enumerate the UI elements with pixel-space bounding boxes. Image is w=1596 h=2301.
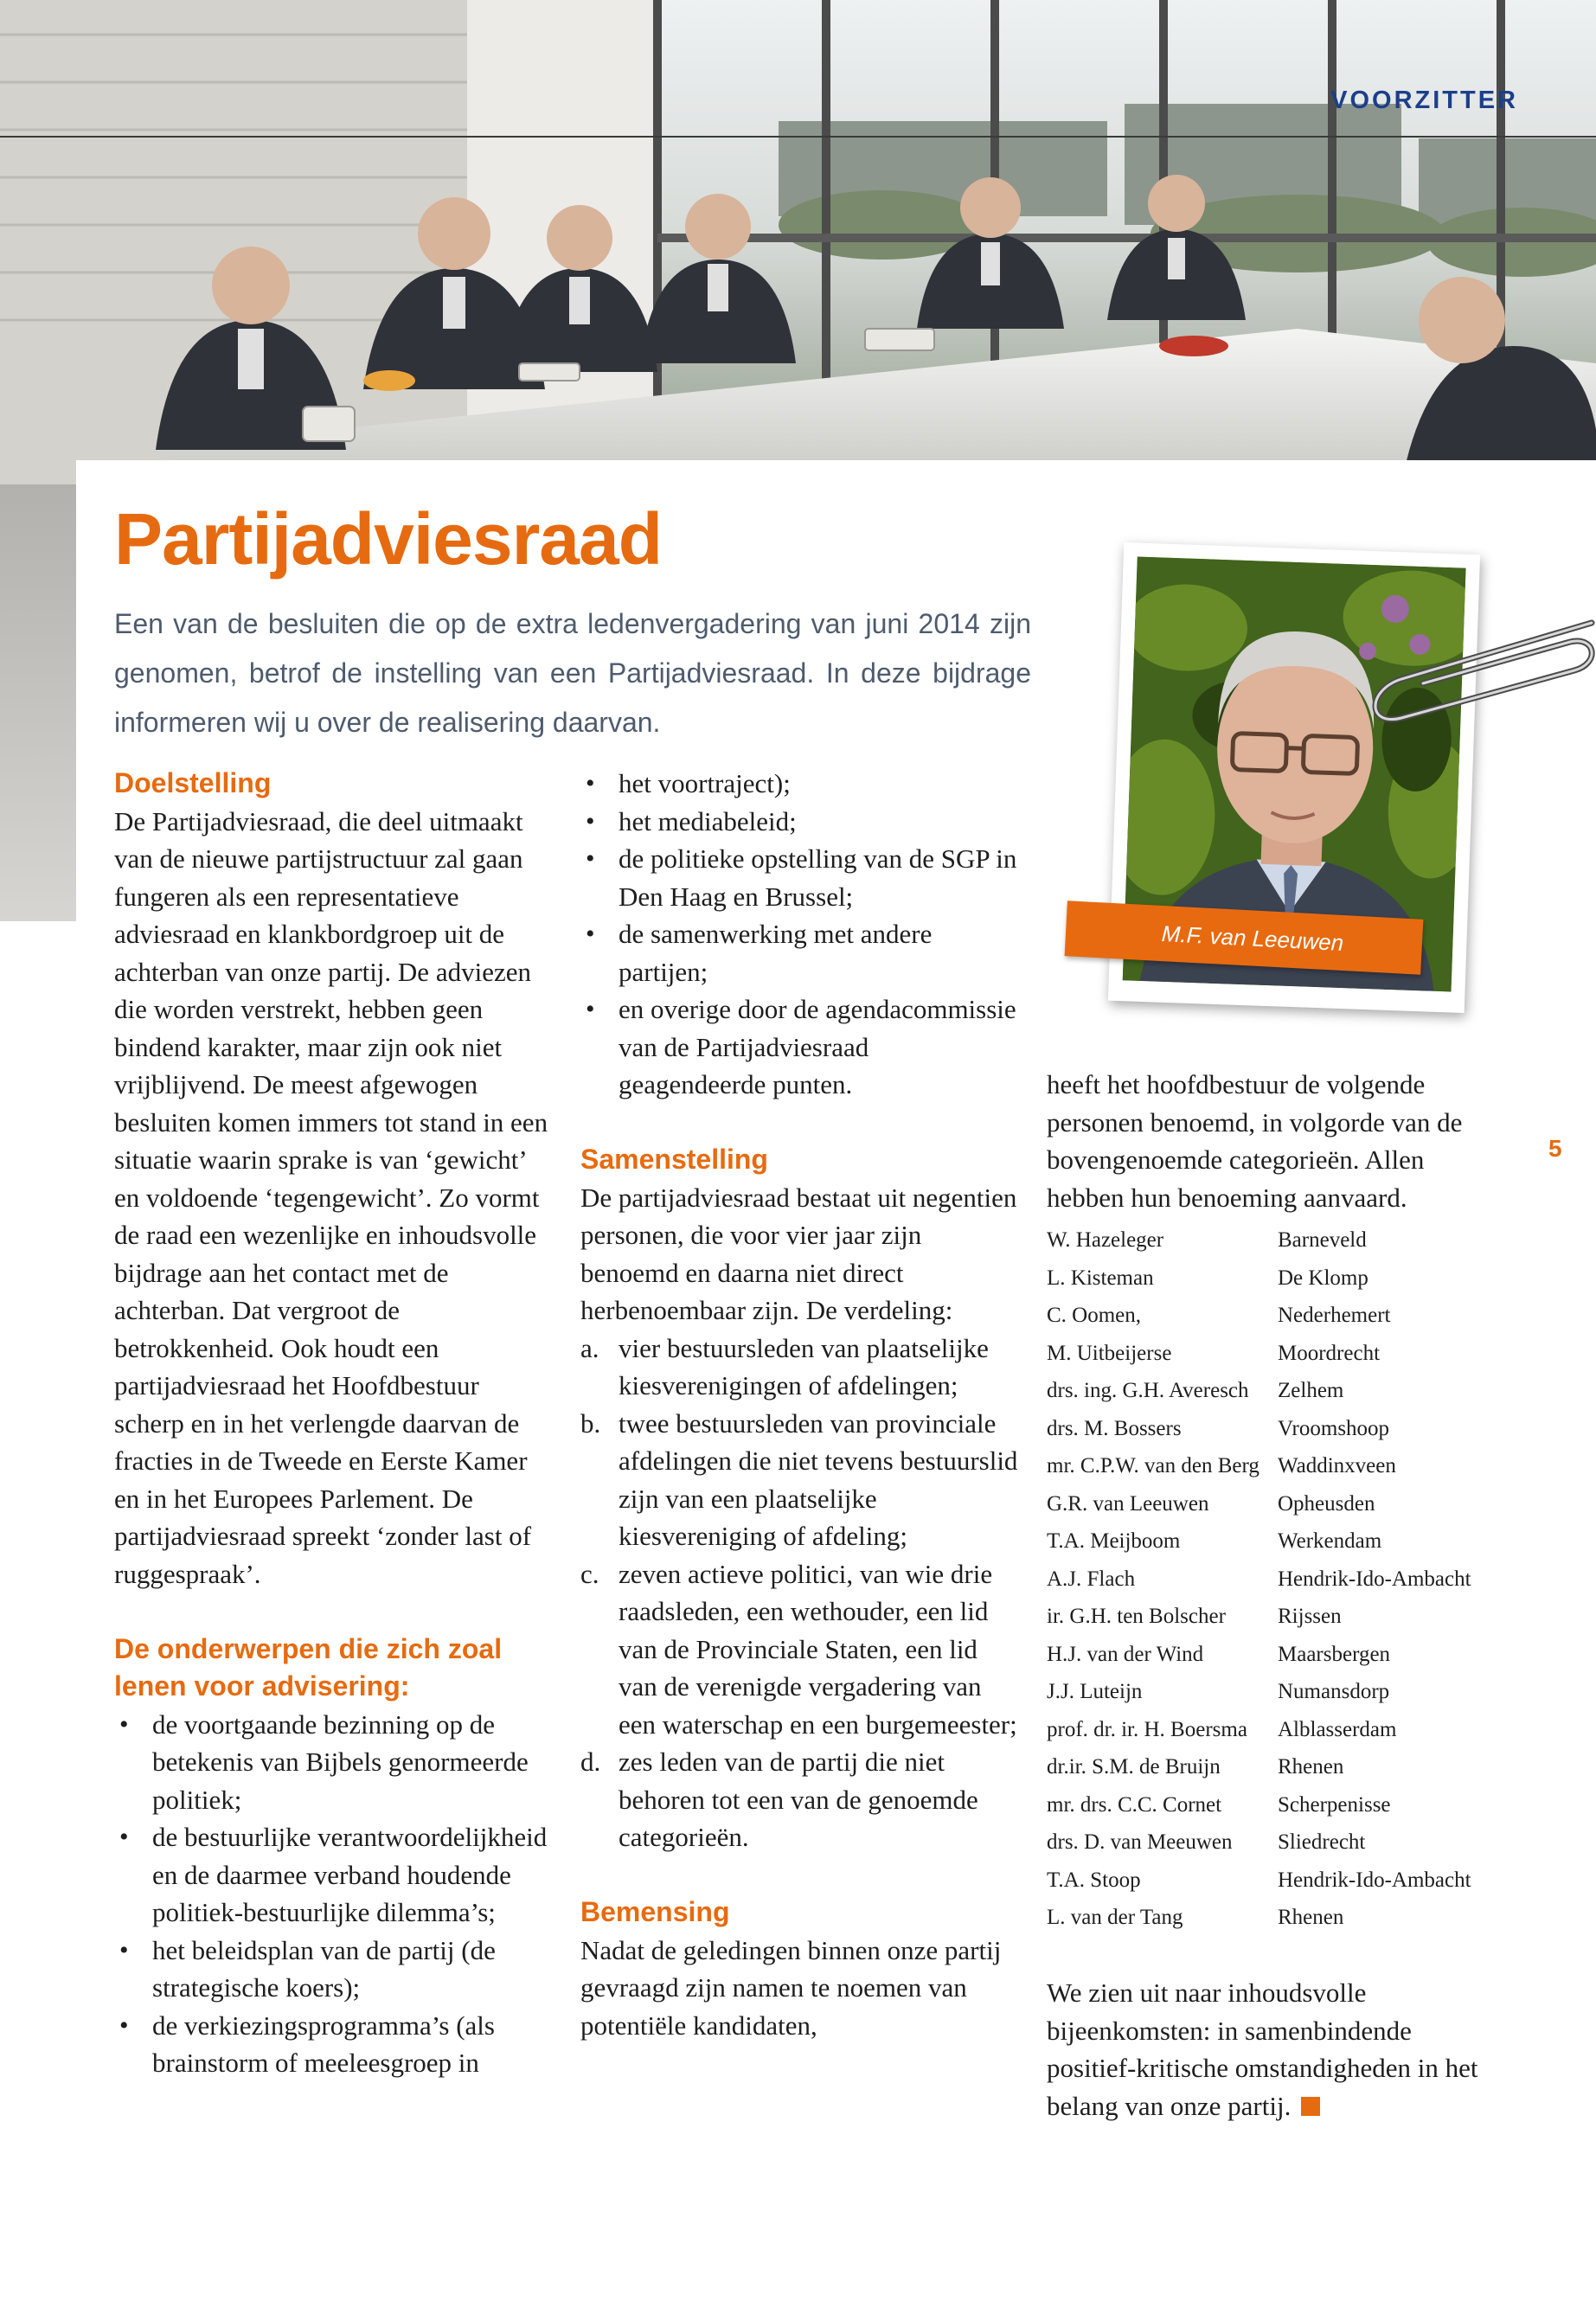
spacer (580, 1104, 1022, 1142)
table-row (1047, 1748, 1471, 1786)
list-item-text: twee bestuursleden van provinciale afdelingen die niet tevens bestuurslid zijn van een plaatselijke kiesvereniging of afdeling; (619, 1407, 1018, 1551)
member-name: ir. G.H. ten Bolscher (1047, 1605, 1226, 1628)
end-mark-icon (1301, 2097, 1320, 2116)
list-item-text: zes leden van de partij die niet behoren tot een van de genoemde categorieën. (619, 1747, 978, 1852)
member-place: Vroomshoop (1278, 1416, 1390, 1440)
table-row (1047, 1410, 1471, 1448)
section-label: VOORZITTER (1330, 87, 1518, 114)
table-row (1047, 1823, 1471, 1862)
table-row (1047, 1221, 1471, 1259)
table-row (1047, 1862, 1471, 1900)
member-name: M. Uitbeijerse (1047, 1341, 1172, 1365)
member-place: Opheusden (1278, 1491, 1375, 1516)
list-item: • de voortgaande bezinning op de betekenis van Bijbels genormeerde politiek; (114, 1706, 555, 1819)
member-name: drs. M. Bossers (1047, 1416, 1182, 1440)
member-place: Numansdorp (1278, 1680, 1390, 1703)
column-1 (114, 765, 555, 2082)
continuation-text: het voortraject); (619, 768, 791, 798)
column-3 (1047, 1066, 1501, 2125)
article-title: Partijadviesraad (114, 498, 663, 580)
onderwerpen-list (114, 1706, 555, 2082)
table-row (1047, 1485, 1471, 1523)
member-name: G.R. van Leeuwen (1047, 1491, 1209, 1516)
member-place: Rijssen (1278, 1605, 1342, 1628)
member-name: mr. C.P.W. van den Berg (1047, 1454, 1259, 1477)
member-place: Rhenen (1278, 1755, 1344, 1779)
spacer (1047, 1937, 1501, 1975)
heading-bemensing: Bemensing (580, 1896, 730, 1927)
member-name: C. Oomen, (1047, 1304, 1142, 1327)
member-name: W. Hazeleger (1047, 1228, 1164, 1252)
list-item: • en overige door de agendacommissie van de Partijadviesraad geagendeerde punten. (580, 990, 1022, 1104)
table-row (1047, 1259, 1471, 1298)
member-place: Werkendam (1278, 1529, 1382, 1553)
members-table-body (1047, 1221, 1471, 1937)
member-place: Sliedrecht (1278, 1830, 1366, 1854)
member-place: Scherpenisse (1278, 1792, 1391, 1817)
table-row (1047, 1297, 1471, 1335)
list-item (580, 1743, 1022, 1856)
list-marker: d. (580, 1747, 601, 1777)
member-name: L. Kisteman (1047, 1266, 1154, 1290)
paperclip-icon (1341, 597, 1596, 735)
member-place: Nederhemert (1278, 1304, 1391, 1327)
member-place: Maarsbergen (1278, 1642, 1391, 1666)
list-marker: c. (580, 1558, 599, 1589)
samenstelling-body: De partijadviesraad bestaat uit negentien personen, die voor vier jaar zijn benoemd en daarna niet direct herbenoembaar zijn. De verdeling: (580, 1182, 1017, 1325)
header-rule (0, 136, 1596, 138)
list-item-text: vier bestuursleden van plaatselijke kiesverenigingen of afdelingen; (619, 1332, 989, 1400)
list-marker: b. (580, 1407, 601, 1439)
table-row (1047, 1673, 1471, 1711)
member-name: drs. ing. G.H. Averesch (1047, 1379, 1249, 1402)
table-row (1047, 1899, 1471, 1937)
member-place: Alblasserdam (1278, 1717, 1397, 1741)
member-name: mr. drs. C.C. Cornet (1047, 1792, 1222, 1817)
table-row (1047, 1372, 1471, 1410)
table-row (1047, 1522, 1471, 1561)
table-row (1047, 1335, 1471, 1373)
spacer (114, 1593, 555, 1631)
article-intro: Een van de besluiten die op de extra ledenvergadering van juni 2014 zijn genomen, betrof de instelling van een Partijadviesraad. In deze bijdrage informeren wij u over de realisering daarvan. (114, 608, 1031, 738)
list-item (580, 1330, 1022, 1405)
table-row (1047, 1598, 1471, 1636)
member-name: L. van der Tang (1047, 1906, 1183, 1929)
list-item (580, 1405, 1022, 1555)
member-place: De Klomp (1278, 1266, 1368, 1290)
closing-sentence: We zien uit naar inhoudsvolle bijeenkomsten: in samenbindende positief-kritische omstandigheden in het belang van onze partij. (1047, 1977, 1478, 2121)
list-item (580, 1555, 1022, 1744)
member-name: T.A. Stoop (1047, 1868, 1141, 1892)
samenstelling-list (580, 1330, 1022, 1856)
member-place: Barneveld (1278, 1228, 1367, 1252)
member-name: A.J. Flach (1047, 1567, 1136, 1591)
member-name: T.A. Meijboom (1047, 1529, 1181, 1553)
member-place: Hendrik-Ido-Ambacht (1278, 1868, 1471, 1892)
bemensing-continuation: heeft het hoofdbestuur de volgende personen benoemd, in volgorde van de bovengenoemde categorieën. Allen hebben hun benoeming aanvaard. (1047, 1069, 1463, 1213)
onderwerpen-list-continued (580, 765, 1022, 1104)
list-item: • de bestuurlijke verantwoordelijkheid en de daarmee verband houdende politiek-bestuurlijke dilemma’s; (114, 1818, 555, 1932)
member-place: Zelhem (1278, 1379, 1344, 1402)
member-place: Rhenen (1278, 1906, 1344, 1929)
list-marker: a. (580, 1332, 599, 1363)
member-name: prof. dr. ir. H. Boersma (1047, 1717, 1247, 1741)
member-name: H.J. van der Wind (1047, 1642, 1204, 1666)
list-item-text: zeven actieve politici, van wie drie raadsleden, een wethouder, een lid van de Provinciale Staten, een lid van de verenigde vergadering van een waterschap en een burgemeester; (619, 1558, 1017, 1740)
list-item: • het mediabeleid; (580, 803, 1022, 841)
bemensing-body: Nadat de geledingen binnen onze partij gevraagd zijn namen te noemen van potentiële kandidaten, (580, 1934, 1002, 2041)
member-place: Waddinxveen (1278, 1454, 1396, 1477)
member-name: J.J. Luteijn (1047, 1680, 1143, 1703)
doelstelling-body: De Partijadviesraad, die deel uitmaakt van de nieuwe partijstructuur zal gaan fungeren als een representatieve adviesraad en klankbordgroep uit de achterban van onze partij. De adviezen die worden verstrekt, hebben geen bindend karakter, maar zijn ook niet vrijblijvend. De meest afgewogen besluiten komen immers tot stand in een situatie waarin sprake is van ‘gewicht’ en voldoende ‘tegengewicht’. Zo vormt de raad een wezenlijke en inhoudsvolle bijdrage aan het contact met de achterban. Dat vergroot de betrokkenheid. Ook houdt een partijadviesraad het Hoofdbestuur scherp en in het verlengde daarvan de fracties in de Tweede en Eerste Kamer en in het Europees Parlement. De partijadviesraad spreekt ‘zonder last of ruggespraak’. (114, 805, 548, 1589)
member-place: Moordrecht (1278, 1341, 1381, 1365)
heading-doelstelling: Doelstelling (114, 767, 272, 798)
heading-samenstelling: Samenstelling (580, 1144, 768, 1175)
page-number: 5 (1548, 1135, 1562, 1162)
list-item-continuation (580, 765, 1022, 803)
list-item: • de samenwerking met andere partijen; (580, 915, 1022, 990)
table-row (1047, 1561, 1471, 1599)
table-row (1047, 1447, 1471, 1485)
member-name: drs. D. van Meeuwen (1047, 1830, 1233, 1854)
list-item: • de verkiezingsprogramma’s (als brainstorm of meeleesgroep in (114, 2007, 555, 2082)
members-table (1047, 1221, 1471, 1937)
portrait-caption: M.F. van Leeuwen (1065, 901, 1424, 974)
member-place: Hendrik-Ido-Ambacht (1278, 1567, 1471, 1591)
member-name: dr.ir. S.M. de Bruijn (1047, 1755, 1221, 1779)
heading-onderwerpen: De onderwerpen die zich zoal lenen voor advisering: (114, 1632, 503, 1702)
column-2 (580, 765, 1022, 2044)
list-item: • de politieke opstelling van de SGP in Den Haag en Brussel; (580, 840, 1022, 915)
table-row (1047, 1711, 1471, 1749)
list-item: • het beleidsplan van de partij (de strategische koers); (114, 1932, 555, 2007)
spacer (580, 1856, 1022, 1894)
closing-text (1047, 1974, 1501, 2125)
table-row (1047, 1786, 1471, 1824)
table-row (1047, 1636, 1471, 1674)
